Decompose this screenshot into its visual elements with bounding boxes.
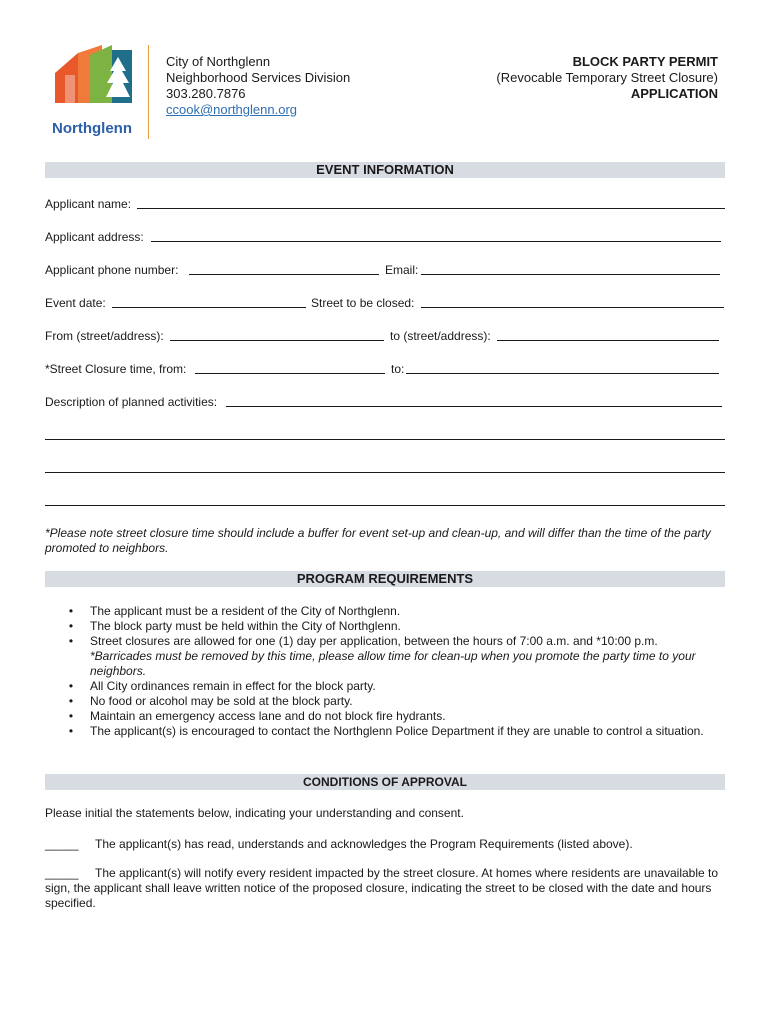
- form-type: APPLICATION: [630, 86, 718, 101]
- contact-email-link[interactable]: ccook@northglenn.org: [166, 102, 297, 117]
- bullet: •: [68, 619, 74, 633]
- bullet: •: [68, 709, 74, 723]
- applicant-name-field[interactable]: [137, 208, 725, 209]
- description-line[interactable]: [45, 472, 725, 473]
- section-conditions-of-approval: CONDITIONS OF APPROVAL: [45, 774, 725, 790]
- requirement-text: The applicant must be a resident of the City of Northglenn.: [90, 604, 401, 618]
- event-date-field[interactable]: [112, 307, 306, 308]
- from-address-label: From (street/address):: [45, 329, 164, 343]
- requirement-text: The applicant(s) is encouraged to contact the Northglenn Police Department if they are unable to control a situation.: [90, 724, 704, 738]
- bullet: •: [68, 694, 74, 708]
- list-item: [66, 709, 726, 724]
- requirement-text: Street closures are allowed for one (1) day per application, between the hours of 7:00 a.m. and *10:00 p.m.: [90, 634, 658, 648]
- bullet: •: [68, 634, 74, 648]
- to-address-field[interactable]: [497, 340, 719, 341]
- applicant-address-label: Applicant address:: [45, 230, 144, 244]
- closure-time-label: *Street Closure time, from:: [45, 362, 187, 376]
- contact-division: Neighborhood Services Division: [166, 70, 351, 85]
- requirement-subnote: *Barricades must be removed by this time, please allow time for clean-up when you promote the party time to your neighbors.: [90, 649, 696, 678]
- form-subtitle: (Revocable Temporary Street Closure): [496, 70, 718, 85]
- conditions-intro: Please initial the statements below, indicating your understanding and consent.: [45, 806, 464, 820]
- condition-statement-2: [45, 866, 725, 911]
- from-address-field[interactable]: [170, 340, 384, 341]
- contact-org: City of Northglenn: [166, 54, 271, 69]
- initial-field[interactable]: _____: [45, 866, 79, 880]
- list-item: [66, 634, 726, 679]
- list-item: [66, 679, 726, 694]
- requirement-text: All City ordinances remain in effect for the block party.: [90, 679, 376, 693]
- condition-text: The applicant(s) will notify every resident impacted by the street closure. At homes where residents are unavailable to sign, the applicant shall leave written notice of the proposed closure, indicating the street to be closed with the date and hours specified.: [45, 866, 719, 910]
- requirement-text: No food or alcohol may be sold at the block party.: [90, 694, 353, 708]
- phone-field[interactable]: [189, 274, 379, 275]
- list-item: [66, 694, 726, 709]
- closure-time-to-field[interactable]: [406, 373, 719, 374]
- condition-text: The applicant(s) has read, understands and acknowledges the Program Requirements (listed above).: [95, 837, 633, 851]
- northglenn-logo: [50, 45, 140, 140]
- description-line[interactable]: [45, 439, 725, 440]
- closure-time-to-label: to:: [391, 362, 405, 376]
- description-label: Description of planned activities:: [45, 395, 218, 409]
- section-event-information: EVENT INFORMATION: [45, 162, 725, 178]
- email-field[interactable]: [421, 274, 720, 275]
- header-divider: [148, 45, 149, 139]
- bullet: •: [68, 724, 74, 738]
- form-title: BLOCK PARTY PERMIT: [572, 54, 718, 69]
- logo-wordmark: Northglenn: [52, 120, 132, 137]
- contact-phone: 303.280.7876: [166, 86, 246, 101]
- phone-label: Applicant phone number:: [45, 263, 179, 277]
- applicant-address-field[interactable]: [151, 241, 721, 242]
- applicant-name-label: Applicant name:: [45, 197, 132, 211]
- bullet: •: [68, 604, 74, 618]
- description-field[interactable]: [226, 406, 722, 407]
- list-item: [66, 604, 726, 619]
- street-closed-field[interactable]: [421, 307, 724, 308]
- initial-field[interactable]: _____: [45, 837, 79, 851]
- street-closed-label: Street to be closed:: [311, 296, 415, 310]
- section-program-requirements: PROGRAM REQUIREMENTS: [45, 571, 725, 587]
- description-line[interactable]: [45, 505, 725, 506]
- closure-time-from-field[interactable]: [195, 373, 385, 374]
- email-label: Email:: [385, 263, 419, 277]
- requirements-list: [66, 604, 726, 739]
- requirement-text: Maintain an emergency access lane and do not block fire hydrants.: [90, 709, 446, 723]
- requirement-text: The block party must be held within the City of Northglenn.: [90, 619, 401, 633]
- closure-time-note: *Please note street closure time should include a buffer for event set-up and clean-up, and will differ than the time of the party promoted to neighbors.: [45, 526, 711, 555]
- event-date-label: Event date:: [45, 296, 106, 310]
- condition-statement-1: [45, 837, 725, 852]
- bullet: •: [68, 679, 74, 693]
- to-address-label: to (street/address):: [390, 329, 491, 343]
- list-item: [66, 619, 726, 634]
- list-item: [66, 724, 726, 739]
